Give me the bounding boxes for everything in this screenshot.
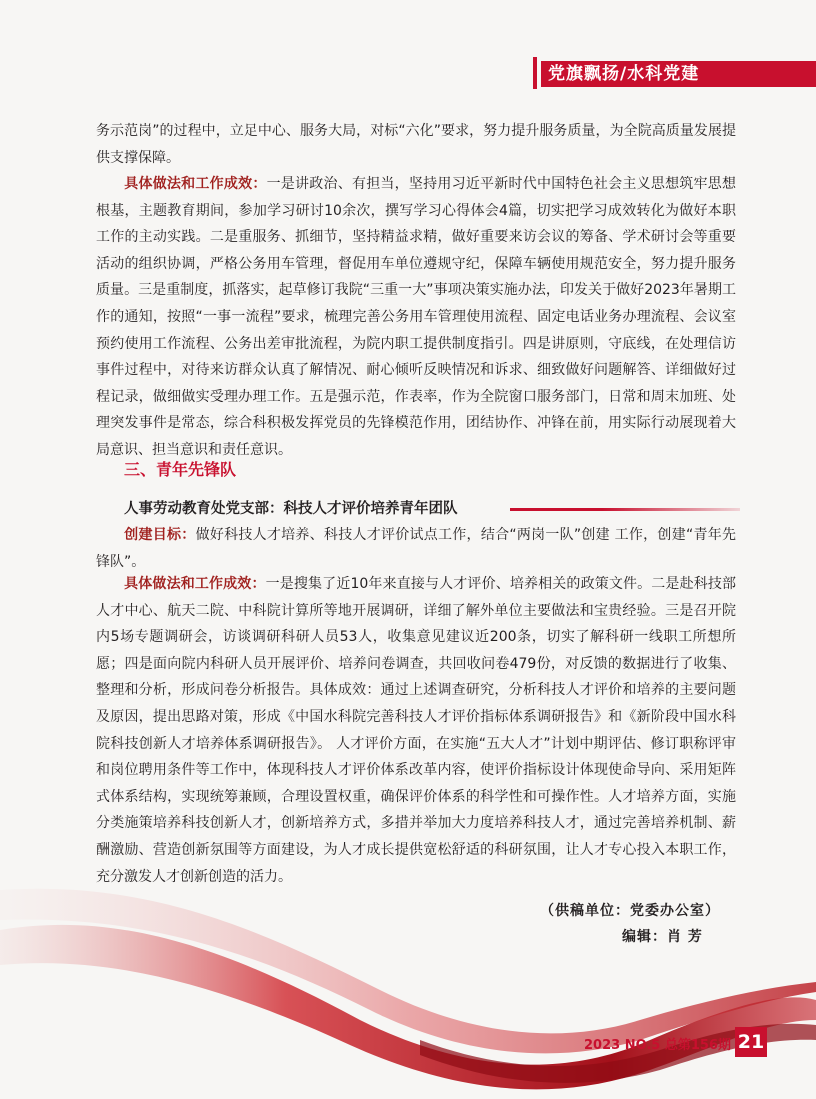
subsection-heading: 人事劳动教育处党支部：科技人才评价培养青年团队 <box>124 501 458 517</box>
header-accent-bar <box>533 57 537 89</box>
heading-rule <box>510 508 740 511</box>
issue-info: 2023 NO.5 总第156期 <box>584 1038 731 1053</box>
paragraph-text: 务示范岗”的过程中，立足中心、服务大局，对标“六化”要求，努力提升服务质量，为全院高质量发展提供支撑保障。 <box>96 123 736 166</box>
paragraph-text: 做好科技人才培养、科技人才评价试点工作，结合“两岗一队”创建 工作，创建“青年先锋队”。 <box>96 527 736 570</box>
source-note: （供稿单位：党委办公室） <box>540 903 720 919</box>
paragraph-text: 一是讲政治、有担当，坚持用习近平新时代中国特色社会主义思想筑牢思想根基，主题教育期间，参加学习研讨10余次，撰写学习心得体会4篇，切实把学习成效转化为做好本职工作的主动实践。二是重服务、抓细节，坚持精益求精，做好重要来访会议的筹备、学术研讨会等重要活动的组织协调，严格公务用车管理，督促用车单位遵规守纪，保障车辆使用规范安全，努力提升服务质量。三是重制度，抓落实，起草修订我院“三重一大”事项决策实施办法，印发关于做好2023年暑期工作的通知，按照“一事一流程”要求，梳理完善公务用车管理使用流程、固定电话业务办理流程、会议室预约使用工作流程、公务出差审批流程，为院内职工提供制度指引。四是讲原则，守底线，在处理信访事件过程中，对待来访群众认真了解情况、耐心倾听反映情况和诉求、细致做好问题解答、详细做好过程记录，做细做实受理办理工作。五是强示范，作表率，作为全院窗口服务部门，日常和周末加班、处理突发事件是常态，综合科积极发挥党员的先锋模范作用，团结协作、冲锋在前，用实际行动展现着大局意识、担当意识和责任意识。 <box>96 176 737 458</box>
paragraph-practice-2 <box>96 571 736 890</box>
page-number: 21 <box>735 1027 767 1057</box>
header-title: 党旗飘扬/水科党建 <box>548 64 700 84</box>
section-heading: 三、青年先锋队 <box>124 460 237 479</box>
paragraph-text: 一是搜集了近10年来直接与人才评价、培养相关的政策文件。二是赴科技部人才中心、航天二院、中科院计算所等地开展调研，详细了解外单位主要做法和宝贵经验。三是召开院内5场专题调研会，访谈调研科研人员53人，收集意见建议近200条，切实了解科研一线职工所想所愿；四是面向院内科研人员开展评价、培养问卷调查，共回收问卷479份，对反馈的数据进行了收集、整理和分析，形成问卷分析报告。具体成效：通过上述调查研究，分析科技人才评价和培养的主要问题及原因，提出思路对策，形成《中国水科院完善科技人才评价指标体系调研报告》和《新阶段中国水科院科技创新人才培养体系调研报告》。 人才评价方面，在实施“五大人才”计划中期评估、修订职称评审和岗位聘用条件等工作中，体现科技人才评价体系改革内容，使评价指标设计体现使命导向、采用矩阵式体系结构，实现统筹兼顾，合理设置权重，确保评价体系的科学性和可操作性。人才培养方面，实施分类施策培养科技创新人才，创新培养方式，多措并举加大力度培养科技人才，通过完善培养机制、薪酬激励、营造创新氛围等方面建设，为人才成长提供宽松舒适的科研氛围，让人才专心投入本职工作，充分激发人才创新创造的活力。 <box>96 576 737 885</box>
editor-note: 编辑：肖 芳 <box>622 929 703 945</box>
paragraph-intro <box>96 118 736 171</box>
paragraph-practice-1 <box>96 171 736 464</box>
goal-label: 创建目标： <box>124 527 196 543</box>
practice-label: 具体做法和工作成效： <box>124 576 266 592</box>
paragraph-goal <box>96 522 736 575</box>
practice-label: 具体做法和工作成效： <box>124 176 267 192</box>
